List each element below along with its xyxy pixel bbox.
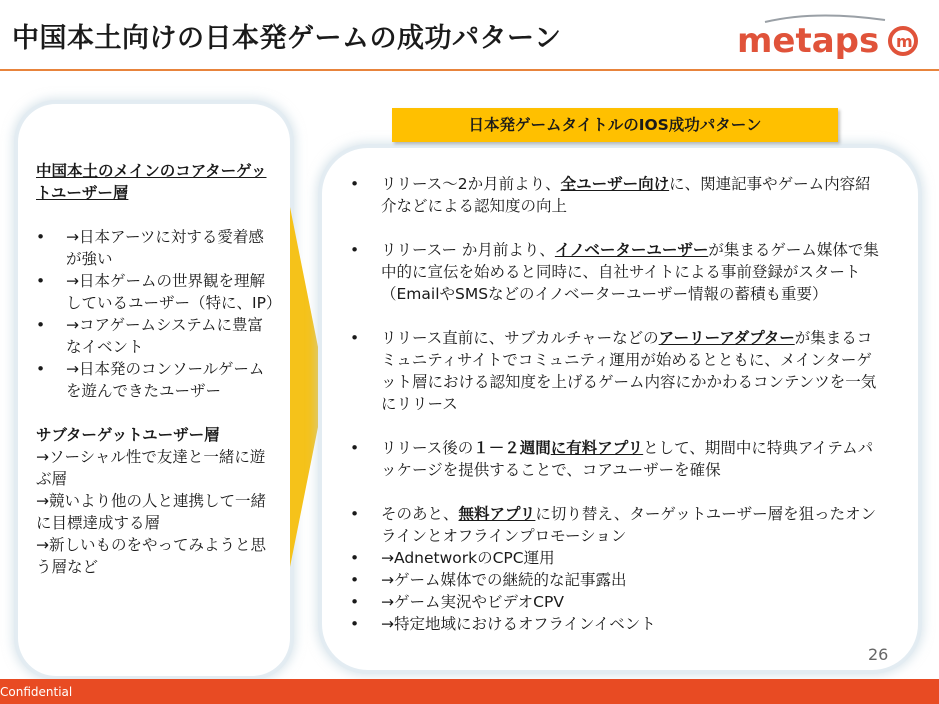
list-item: • そのあと、無料アプリに切り替え、ターゲットユーザー層を狙ったオンラインとオフラインプロモーション [348,503,883,547]
list-item: →競いより他の人と連携して一緒に目標達成する層 [36,492,266,532]
sub-target-heading: サブターゲットユーザー層 [36,426,220,444]
confidential-label: Confidential [0,685,73,699]
footer-bar [0,679,939,704]
list-item: • →日本アーツに対する愛着感が強い [36,226,276,270]
list-item: • リリース直前に、サブカルチャーなどのアーリーアダプターが集まるコミュニティサイトでコミュニティ運用が始めるとともに、メインターゲット層における認知度を上げるゲーム内容にかかわるコンテンツを一気にリリース [348,327,883,415]
list-item: • リリース～2か月前より、全ユーザー向けに、関連記事やゲーム内容紹介などによる認知度の向上 [348,173,883,217]
list-item: • →コアゲームシステムに豊富なイベント [36,314,276,358]
success-pattern-banner: 日本発ゲームタイトルのIOS成功パターン [392,108,838,142]
core-target-list [36,226,282,402]
logo-graphic [735,14,925,62]
logo-text: metaps [737,21,880,61]
list-item: • →日本ゲームの世界観を理解しているユーザー（特に、IP） [36,270,276,314]
list-item: • リリース後の１－２週間に有料アプリとして、期間中に特典アイテムパッケージを提供することで、コアユーザーを確保 [348,437,883,481]
list-item: • →ゲーム媒体での継続的な記事露出 [348,569,883,591]
core-target-heading: 中国本土のメインのコアターゲットユーザー層 [36,162,267,202]
svg-text:m: m [896,32,913,51]
success-pattern-list [348,173,883,635]
list-item: • →AdnetworkのCPC運用 [348,547,883,569]
list-item: • →日本発のコンソールゲームを遊んできたユーザー [36,358,276,402]
list-item: →新しいものをやってみようと思う層など [36,536,266,576]
list-item: • →ゲーム実況やビデオCPV [348,591,883,613]
metaps-logo [735,14,925,62]
list-item: →ソーシャル性で友達と一緒に遊ぶ層 [36,448,266,488]
page-title: 中国本土向けの日本発ゲームの成功パターン [12,23,562,54]
list-item: • →特定地域におけるオフラインイベント [348,613,883,635]
header-divider [0,69,939,71]
arrow-shape [290,207,326,567]
page-number: 26 [868,645,889,664]
left-panel-content [36,160,282,578]
list-item: • リリースー か月前より、イノベーターユーザーが集まるゲーム媒体で集中的に宣伝を始めると同時に、自社サイトによる事前登録がスタート（EmailやSMSなどのイノベーターユーザー情報の蓄積も重要） [348,239,883,305]
